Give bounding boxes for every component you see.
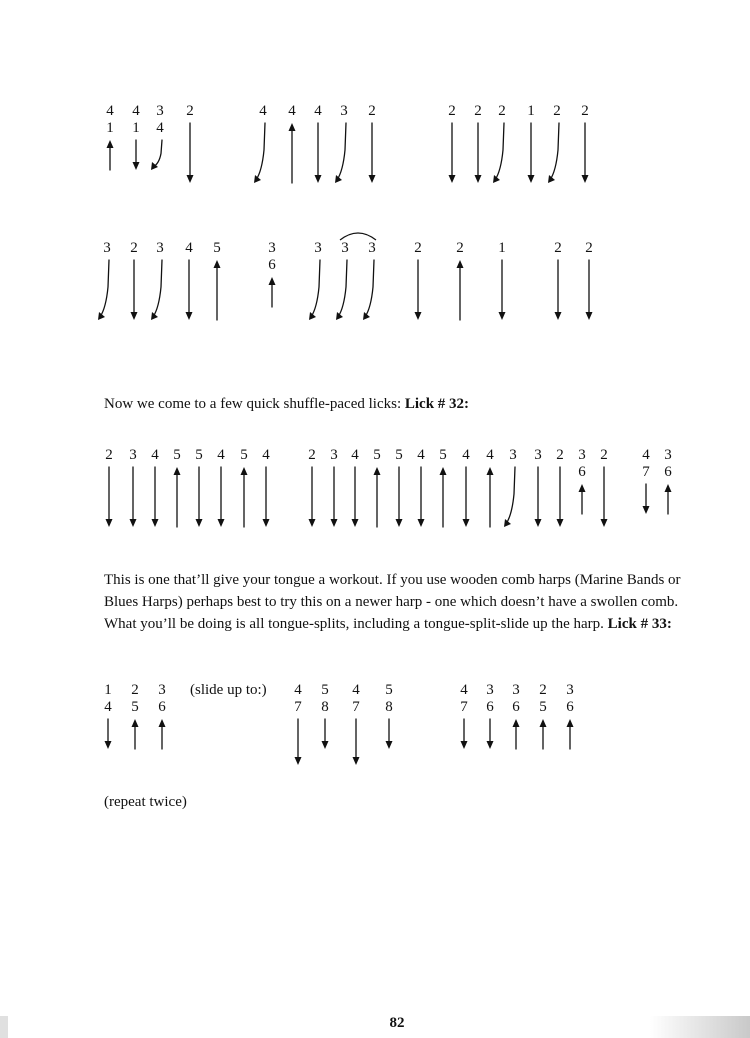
split-hole-number: 1 bbox=[106, 120, 114, 136]
draw-arrow-icon bbox=[174, 260, 204, 324]
hole-number: 4 bbox=[288, 103, 296, 119]
hole-number: 3 bbox=[664, 447, 672, 463]
hole-number: 3 bbox=[566, 682, 574, 698]
hole-number: 3 bbox=[158, 682, 166, 698]
draw-arrow-icon bbox=[175, 123, 205, 187]
lick-32-label: Lick # 32: bbox=[404, 396, 470, 412]
hole-number: 5 bbox=[213, 240, 221, 256]
blow-arrow-icon bbox=[120, 719, 150, 753]
hole-number: 1 bbox=[527, 103, 535, 119]
hole-number: 5 bbox=[395, 447, 403, 463]
hole-number: 3 bbox=[534, 447, 542, 463]
hole-number: 3 bbox=[156, 240, 164, 256]
hole-number: 5 bbox=[439, 447, 447, 463]
lick-33-intro-text: This is one that’ll give your tongue a workout. If you use wooden comb harps (Marine Bands or Blues Harps) perhaps best to try this on a newer harp - one which doesn’t have a swollen comb. What you’ll be doing is all tongue-splits, including a tongue-split-slide up the harp. bbox=[104, 572, 681, 632]
repeat-note: (repeat twice) bbox=[104, 794, 187, 810]
hole-number: 4 bbox=[417, 447, 425, 463]
hole-number: 3 bbox=[341, 240, 349, 256]
hole-number: 3 bbox=[156, 103, 164, 119]
blow-arrow-icon bbox=[445, 260, 475, 324]
split-hole-number: 6 bbox=[578, 464, 586, 480]
hole-number: 2 bbox=[553, 103, 561, 119]
draw-arrow-icon bbox=[357, 123, 387, 187]
draw-arrow-icon bbox=[543, 260, 573, 324]
hole-number: 3 bbox=[509, 447, 517, 463]
lick-32-intro bbox=[104, 393, 694, 415]
hole-number: 1 bbox=[104, 682, 112, 698]
bend-arrow-icon bbox=[487, 123, 517, 187]
hole-number: 4 bbox=[314, 103, 322, 119]
blow-arrow-icon bbox=[202, 260, 232, 324]
hole-number: 2 bbox=[539, 682, 547, 698]
draw-arrow-icon bbox=[93, 719, 123, 753]
hole-number: 3 bbox=[340, 103, 348, 119]
hole-number: 2 bbox=[585, 240, 593, 256]
hole-number: 4 bbox=[486, 447, 494, 463]
hole-number: 3 bbox=[578, 447, 586, 463]
hole-number: 3 bbox=[512, 682, 520, 698]
scan-edge-shade-right bbox=[650, 1016, 750, 1038]
hole-number: 4 bbox=[185, 240, 193, 256]
hole-number: 3 bbox=[268, 240, 276, 256]
hole-number: 5 bbox=[195, 447, 203, 463]
hole-number: 2 bbox=[448, 103, 456, 119]
bend-arrow-icon bbox=[542, 123, 572, 187]
lick-33-intro bbox=[104, 569, 694, 635]
hole-number: 2 bbox=[474, 103, 482, 119]
hole-number: 3 bbox=[486, 682, 494, 698]
draw-arrow-icon bbox=[374, 719, 404, 753]
draw-arrow-icon bbox=[341, 719, 371, 769]
bend-arrow-icon bbox=[248, 123, 278, 187]
hole-number: 4 bbox=[151, 447, 159, 463]
hole-number: 3 bbox=[330, 447, 338, 463]
hole-number: 5 bbox=[321, 682, 329, 698]
split-hole-number: 6 bbox=[512, 699, 520, 715]
hole-number: 5 bbox=[240, 447, 248, 463]
bend-arrow-icon bbox=[357, 260, 387, 324]
draw-arrow-icon bbox=[403, 260, 433, 324]
split-hole-number: 4 bbox=[156, 120, 164, 136]
draw-arrow-icon bbox=[589, 467, 619, 531]
scan-edge-shade-left bbox=[0, 1016, 8, 1038]
hole-number: 5 bbox=[373, 447, 381, 463]
hole-number: 4 bbox=[259, 103, 267, 119]
draw-arrow-icon bbox=[487, 260, 517, 324]
hole-number: 2 bbox=[186, 103, 194, 119]
hole-number: 5 bbox=[385, 682, 393, 698]
split-hole-number: 4 bbox=[104, 699, 112, 715]
draw-arrow-icon bbox=[310, 719, 340, 753]
split-hole-number: 6 bbox=[268, 257, 276, 273]
hole-number: 2 bbox=[368, 103, 376, 119]
hole-number: 2 bbox=[105, 447, 113, 463]
hole-number: 2 bbox=[308, 447, 316, 463]
hole-number: 3 bbox=[368, 240, 376, 256]
hole-number: 4 bbox=[352, 682, 360, 698]
hole-number: 2 bbox=[600, 447, 608, 463]
hole-number: 4 bbox=[642, 447, 650, 463]
split-hole-number: 6 bbox=[158, 699, 166, 715]
hole-number: 4 bbox=[351, 447, 359, 463]
bend-arrow-icon bbox=[330, 260, 360, 324]
hole-number: 2 bbox=[556, 447, 564, 463]
bend-arrow-icon bbox=[92, 260, 122, 324]
hole-number: 2 bbox=[130, 240, 138, 256]
lick-32-intro-text: Now we come to a few quick shuffle-paced licks: bbox=[104, 396, 405, 412]
hole-number: 2 bbox=[554, 240, 562, 256]
hole-number: 2 bbox=[581, 103, 589, 119]
hole-number: 1 bbox=[498, 240, 506, 256]
split-hole-number: 7 bbox=[460, 699, 468, 715]
hole-number: 4 bbox=[460, 682, 468, 698]
draw-arrow-icon bbox=[574, 260, 604, 324]
hole-number: 3 bbox=[103, 240, 111, 256]
lick-33-label: Lick # 33: bbox=[607, 616, 672, 632]
blow-arrow-icon bbox=[147, 719, 177, 753]
blow-arrow-icon bbox=[555, 719, 585, 753]
split-hole-number: 5 bbox=[539, 699, 547, 715]
split-hole-number: 6 bbox=[566, 699, 574, 715]
hole-number: 2 bbox=[498, 103, 506, 119]
hole-number: 3 bbox=[314, 240, 322, 256]
split-hole-number: 7 bbox=[642, 464, 650, 480]
split-hole-number: 1 bbox=[132, 120, 140, 136]
hole-number: 3 bbox=[129, 447, 137, 463]
split-hole-number: 7 bbox=[294, 699, 302, 715]
split-hole-number: 8 bbox=[321, 699, 329, 715]
hole-number: 2 bbox=[456, 240, 464, 256]
bend-arrow-icon bbox=[145, 140, 175, 174]
hole-number: 2 bbox=[414, 240, 422, 256]
tie-mark bbox=[338, 228, 378, 242]
blow-arrow-icon bbox=[501, 719, 531, 753]
split-hole-number: 6 bbox=[486, 699, 494, 715]
split-hole-number: 5 bbox=[131, 699, 139, 715]
hole-number: 4 bbox=[132, 103, 140, 119]
draw-arrow-icon bbox=[283, 719, 313, 769]
split-hole-number: 6 bbox=[664, 464, 672, 480]
page-number: 82 bbox=[389, 1015, 405, 1031]
split-hole-number: 7 bbox=[352, 699, 360, 715]
draw-arrow-icon bbox=[570, 123, 600, 187]
hole-number: 5 bbox=[173, 447, 181, 463]
hole-number: 4 bbox=[106, 103, 114, 119]
bend-arrow-icon bbox=[145, 260, 175, 324]
blow-arrow-icon bbox=[257, 277, 287, 311]
hole-number: 4 bbox=[462, 447, 470, 463]
blow-arrow-icon bbox=[528, 719, 558, 753]
split-hole-number: 8 bbox=[385, 699, 393, 715]
slide-label: (slide up to:) bbox=[190, 682, 267, 698]
hole-number: 2 bbox=[131, 682, 139, 698]
hole-number: 4 bbox=[217, 447, 225, 463]
bend-arrow-icon bbox=[329, 123, 359, 187]
hole-number: 4 bbox=[294, 682, 302, 698]
draw-arrow-icon bbox=[251, 467, 281, 531]
bend-arrow-icon bbox=[303, 260, 333, 324]
hole-number: 4 bbox=[262, 447, 270, 463]
blow-arrow-icon bbox=[653, 484, 683, 518]
